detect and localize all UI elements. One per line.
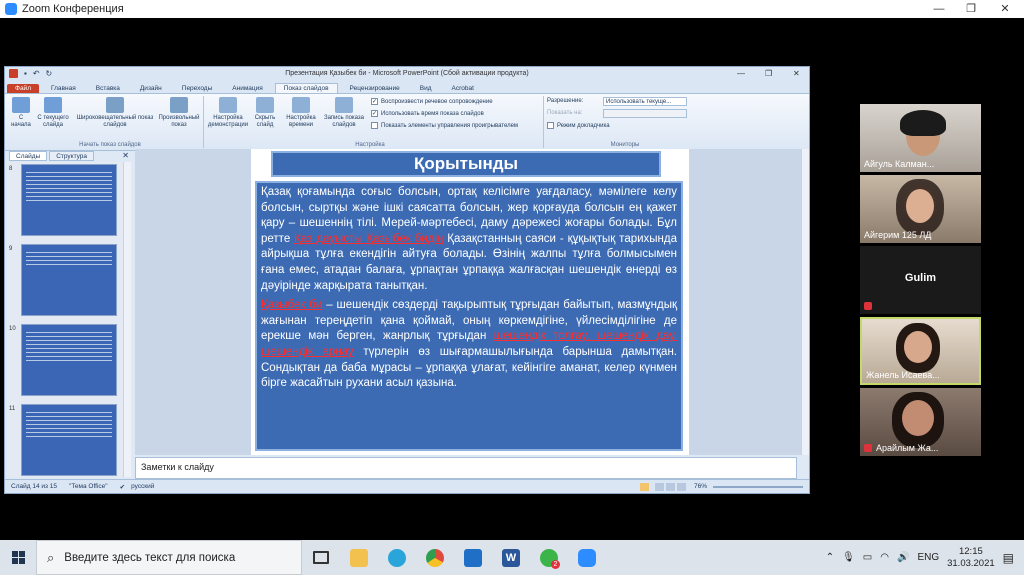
- participant-hair: [900, 110, 946, 136]
- zoom-slider[interactable]: [713, 486, 803, 488]
- chrome-icon[interactable]: [416, 540, 454, 575]
- tab-insert[interactable]: Вставка: [95, 85, 120, 92]
- from-current-button[interactable]: [35, 97, 71, 129]
- minimize-button[interactable]: —: [933, 3, 945, 15]
- participant-face: [906, 189, 934, 223]
- thumb-number: 11: [9, 406, 16, 412]
- slide-text: түрлерін өз шығармашылығында барынша дамытқан. Сондықтан да баба мұрасы – ұрпаққа ұлағат, кейінгіге аманат, келер күнмен бірге жасайтын рухани асыл қазына.: [261, 345, 677, 390]
- rehearse-timings-button[interactable]: [283, 97, 319, 129]
- participant-tile[interactable]: [860, 104, 981, 172]
- slide-text-highlight: Қазыбек би: [261, 299, 323, 312]
- mic-muted-icon: [864, 444, 872, 452]
- show-on-select[interactable]: [603, 109, 687, 118]
- tab-review[interactable]: Рецензирование: [349, 85, 400, 92]
- thumb-text-line: [26, 332, 112, 333]
- thumb-number: 10: [9, 326, 16, 332]
- save-icon[interactable]: ▪: [24, 69, 27, 78]
- thumb-text-line: [26, 412, 112, 413]
- slide-pane-tabs: [9, 151, 129, 161]
- maximize-button[interactable]: ❐: [966, 3, 976, 15]
- thumb-text-line: [26, 348, 112, 349]
- slide-text-highlight: шешендік толғау, шешендік дау, шешендік арнау: [261, 330, 677, 358]
- thumb-text-line: [26, 360, 112, 361]
- media-controls-label: Показать элементы управления проигрывателем: [381, 122, 519, 129]
- from-current-label: С текущего слайда: [37, 115, 69, 128]
- windows-taskbar: [0, 540, 1024, 575]
- language-indicator[interactable]: ENG: [917, 552, 940, 563]
- microphone-icon[interactable]: 🎙: [842, 552, 855, 563]
- thumb-text-line: [26, 264, 112, 265]
- clock-time: 12:15: [958, 545, 983, 557]
- rehearse-icon: [292, 97, 310, 113]
- slide-counter: Слайд 14 из 15: [11, 483, 58, 490]
- thumb-text-line: [26, 344, 112, 345]
- narration-label: Воспроизвести речевое сопровождение: [381, 98, 493, 105]
- start-button[interactable]: [0, 540, 36, 575]
- slide-thumbnail[interactable]: [21, 164, 117, 236]
- thumb-text-line: [26, 436, 112, 437]
- slide-scrollbar[interactable]: [801, 149, 809, 455]
- thumb-text-line: [26, 184, 112, 185]
- mic-muted-icon: [864, 302, 872, 310]
- ppt-window-title: Презентация Қазыбек би - Microsoft PowerPoint (Сбой активации продукта): [285, 70, 529, 77]
- from-start-button[interactable]: [9, 97, 33, 129]
- ribbon-separator: [203, 96, 204, 148]
- edge-icon[interactable]: [378, 540, 416, 575]
- thumb-text-line: [26, 252, 112, 253]
- slide-title[interactable]: Қорытынды: [271, 151, 661, 177]
- from-start-label: С начала: [11, 115, 31, 128]
- tab-acrobat[interactable]: Acrobat: [451, 85, 474, 92]
- wifi-icon[interactable]: ◠: [880, 552, 889, 563]
- ppt-title-bar: [5, 67, 809, 81]
- thumb-text-line: [26, 416, 112, 417]
- media-controls-checkbox[interactable]: [371, 122, 518, 129]
- slide-text: – шешендік сөздерді тақырыптық тұрғыдан байытып, мазмұндық жағынан тереңдетіп қана қоймай, оның көркемдігіне, үйлесімділігіне де ерекше мән берген, жанрлық тұрғыдан: [261, 299, 677, 343]
- ribbon-tabs: [5, 81, 809, 93]
- tab-slideshow[interactable]: Показ слайдов: [275, 83, 338, 93]
- setup-show-button[interactable]: [207, 97, 249, 129]
- broadcast-button[interactable]: [75, 97, 155, 129]
- resolution-label: [547, 98, 583, 104]
- notes-field[interactable]: Заметки к слайду: [135, 457, 797, 479]
- slide-thumbnail[interactable]: [21, 324, 117, 396]
- zoom-title-bar: [0, 0, 1024, 18]
- group-label-monitors: Мониторы: [610, 142, 640, 148]
- theme-name: "Тема Office": [69, 483, 108, 490]
- slide-text: Қазақстанның саяси - құқықтық тарихында айрықша тұлға екендігін айтуға болады. Өзінің жалпы тұлға болмысымен ғана емес, атадан балаға, ұрпақтан ұрпаққа жалғасқан шешендік өнерді өз дәуірінде жарқырата танытқан.: [261, 232, 678, 292]
- close-button[interactable]: ✕: [1000, 3, 1010, 15]
- powerpoint-window: [4, 66, 810, 494]
- rehearse-label: Настройка времени: [286, 115, 316, 128]
- taskbar-search[interactable]: [36, 540, 302, 575]
- zoom-window-title: Zoom Конференция: [22, 3, 124, 15]
- slide-paragraph-1: [261, 185, 677, 294]
- tab-view[interactable]: Вид: [419, 85, 432, 92]
- thumb-text-line: [26, 428, 112, 429]
- ppt-minimize-button[interactable]: —: [737, 69, 745, 78]
- thumb-text-line: [26, 196, 112, 197]
- thumb-text-line: [26, 176, 112, 177]
- thumb-text-line: [26, 424, 112, 425]
- windows-icon: [12, 551, 25, 564]
- current-slide[interactable]: [251, 149, 689, 455]
- notification-badge: 2: [551, 560, 560, 569]
- mail-icon[interactable]: [454, 540, 492, 575]
- zoom-level[interactable]: 76%: [693, 483, 707, 490]
- notifications-icon[interactable]: ▤: [1002, 550, 1014, 565]
- custom-show-button[interactable]: [157, 97, 201, 129]
- thumbnails-scrollbar[interactable]: [123, 162, 131, 477]
- thumb-text-line: [26, 188, 112, 189]
- custom-show-label: Произвольный показ: [158, 115, 200, 128]
- thumb-number: 8: [9, 166, 13, 172]
- tab-transitions[interactable]: Переходы: [181, 85, 213, 92]
- custom-show-icon: [170, 97, 188, 113]
- participant-name: Айгуль Калман...: [864, 159, 935, 169]
- language-indicator[interactable]: русский: [131, 483, 155, 490]
- participant-face: [904, 331, 932, 363]
- zoom-app-icon[interactable]: [568, 540, 606, 575]
- thumb-text-line: [26, 192, 112, 193]
- record-icon: [335, 97, 353, 113]
- participant-name: Арайлым Жа...: [876, 443, 939, 453]
- slide-thumbnails: [7, 162, 132, 477]
- file-explorer-icon[interactable]: [340, 540, 378, 575]
- narration-checkbox[interactable]: [371, 98, 493, 105]
- slide-text: Қазақ қоғамында соғыс болсын, ортақ келісімге уағдаласу, мәмілеге келу болсын, сыртқы және ішкі саясатта болсын, жер қорғауда болсын ең қажет қару – шешеннің тілі. Мерей-мәртебесі, даму дәрежесі жоғары болады. Бұл ретте: [261, 186, 677, 245]
- checkbox-unchecked: [547, 122, 554, 129]
- ppt-maximize-button[interactable]: ❐: [765, 69, 773, 78]
- thumb-text-line: [26, 432, 112, 433]
- slide-thumbnail[interactable]: [21, 244, 117, 316]
- system-tray: [826, 540, 1024, 575]
- resolution-select[interactable]: Использовать текуще...: [603, 97, 687, 106]
- thumb-text-line: [26, 180, 112, 181]
- slide-thumbnail[interactable]: [21, 404, 117, 476]
- setup-icon: [219, 97, 237, 113]
- show-on-label: [547, 110, 583, 116]
- thumb-text-line: [26, 172, 112, 173]
- checkbox-unchecked: [371, 122, 378, 129]
- tab-outline[interactable]: Структура: [49, 151, 94, 161]
- show-on-text: Показать на:: [547, 110, 583, 116]
- group-label-setup: Настройка: [355, 142, 385, 148]
- zoom-logo-icon: [5, 3, 17, 15]
- search-icon: ⌕: [47, 549, 55, 565]
- checkbox-checked: ✓: [372, 99, 378, 105]
- tab-home[interactable]: Главная: [50, 85, 76, 92]
- hide-slide-icon: [256, 97, 274, 113]
- presenter-view-checkbox[interactable]: [547, 122, 610, 129]
- thumb-text-line: [26, 200, 112, 201]
- participant-name: Gulim: [904, 272, 937, 284]
- slideshow-view-icon[interactable]: [677, 483, 686, 491]
- timings-checkbox[interactable]: [371, 110, 484, 117]
- thumb-text-line: [26, 340, 112, 341]
- thumb-text-line: [26, 256, 112, 257]
- clock[interactable]: [947, 546, 995, 570]
- broadcast-icon: [106, 97, 124, 113]
- redo-icon[interactable]: ↻: [45, 69, 53, 78]
- slide-edit-area: [135, 149, 809, 455]
- checkbox-checked: ✓: [372, 111, 378, 117]
- tab-file[interactable]: Файл: [7, 84, 39, 93]
- setup-label: Настройка демонстрации: [207, 115, 249, 128]
- thumb-number: 9: [9, 246, 13, 252]
- tab-animations[interactable]: Анимация: [232, 85, 263, 92]
- hide-slide-label: Скрыть слайд: [254, 115, 276, 128]
- network-icon[interactable]: ▭: [862, 552, 873, 563]
- slideshow-start-icon: [12, 97, 30, 113]
- participant-tile[interactable]: [860, 175, 981, 243]
- ribbon-separator: [543, 96, 544, 148]
- ribbon: [5, 93, 809, 151]
- record-label: Запись показа слайдов: [323, 115, 365, 128]
- search-placeholder: Введите здесь текст для поиска: [64, 551, 236, 564]
- clock-date: 31.03.2021: [947, 557, 995, 569]
- participant-tile-active[interactable]: [860, 317, 981, 385]
- record-show-button[interactable]: [321, 97, 367, 129]
- slide-text-highlight: Қаз дауысты Қазыбек бидің: [294, 232, 444, 245]
- spellcheck-icon[interactable]: ✔: [119, 483, 126, 491]
- participant-name: Жанель Исаева...: [866, 370, 940, 380]
- word-icon[interactable]: W: [492, 540, 530, 575]
- thumb-text-line: [26, 356, 112, 357]
- thumb-text-line: [26, 420, 112, 421]
- timings-label: Использовать время показа слайдов: [381, 110, 484, 117]
- thumb-text-line: [26, 336, 112, 337]
- reading-view-icon[interactable]: [666, 483, 675, 491]
- task-view-icon[interactable]: [302, 540, 340, 575]
- ppt-close-button[interactable]: ✕: [793, 69, 800, 78]
- participant-tile[interactable]: [860, 388, 981, 456]
- tab-design[interactable]: Дизайн: [139, 85, 162, 92]
- thumb-text-line: [26, 352, 112, 353]
- sorter-view-icon[interactable]: [655, 483, 664, 491]
- volume-icon[interactable]: 🔊: [896, 552, 910, 563]
- group-label-start: Начать показ слайдов: [79, 142, 141, 148]
- slide-body[interactable]: [255, 181, 683, 451]
- close-pane-icon[interactable]: ✕: [122, 151, 129, 160]
- normal-view-icon[interactable]: [640, 483, 649, 491]
- status-bar: [5, 479, 810, 493]
- presenter-view-label: Режим докладчика: [557, 122, 610, 129]
- thumb-text-line: [26, 260, 112, 261]
- undo-icon[interactable]: ↶: [32, 69, 40, 78]
- slide-paragraph-2: [261, 298, 677, 392]
- slideshow-current-icon: [44, 97, 62, 113]
- whatsapp-icon[interactable]: [530, 540, 568, 575]
- participant-name: Айгерим 125 ЛД: [864, 230, 932, 240]
- resolution-text: Разрешение:: [547, 98, 584, 104]
- participant-tile[interactable]: [860, 246, 981, 314]
- hide-slide-button[interactable]: [253, 97, 277, 129]
- participant-face: [902, 400, 934, 436]
- tab-slides[interactable]: Слайды: [9, 151, 47, 161]
- chevron-up-icon[interactable]: ⌃: [825, 552, 835, 563]
- broadcast-label: Широковещательный показ слайдов: [76, 115, 154, 128]
